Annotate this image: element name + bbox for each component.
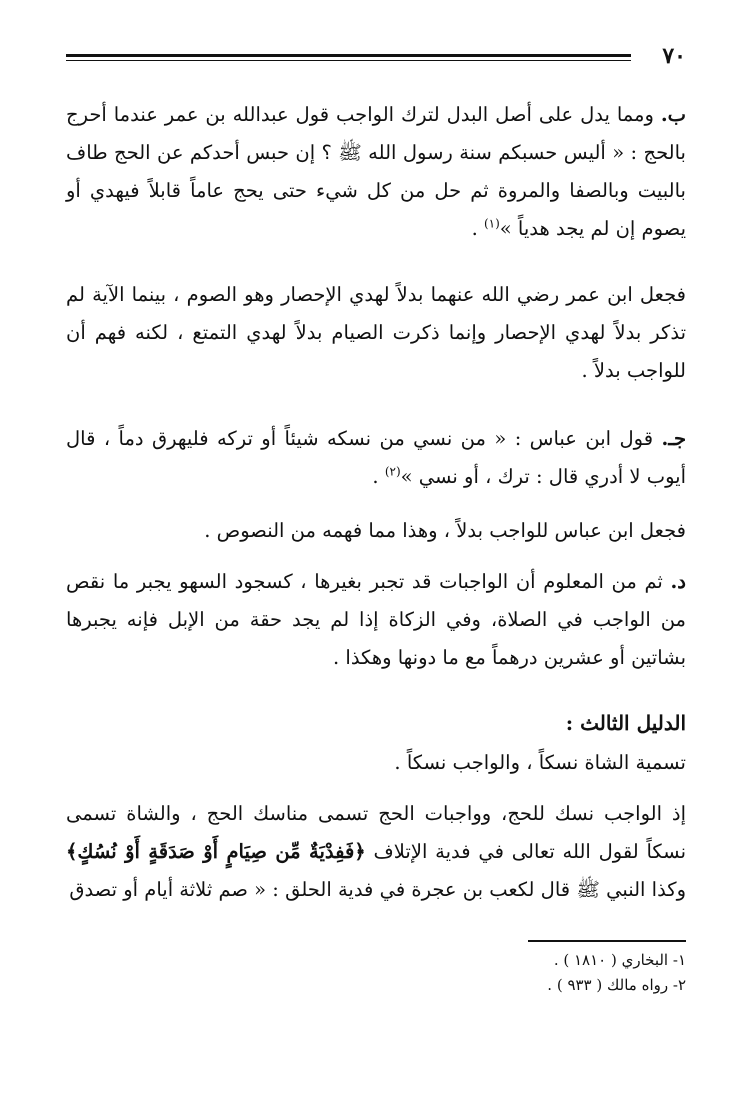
quran-verse: ﴿فَفِدْيَةٌ مِّن صِيَامٍ أَوْ صَدَقَةٍ أَوْ نُسُكٍ﴾ — [66, 840, 366, 863]
paragraph-marker: جـ. — [661, 427, 686, 450]
paragraph-marker: د. — [670, 570, 686, 593]
paragraph-marker: ب. — [660, 103, 686, 126]
footnote-ref: (١) — [483, 216, 500, 231]
paragraph-text: إذ الواجب نسك للحج، وواجبات الحج تسمى مناسك الحج ، والشاة تسمى نسكاً لقول الله تعالى في فدية الإتلاف — [66, 802, 686, 863]
paragraph-e1 — [66, 744, 686, 782]
paragraph-b2 — [66, 276, 686, 390]
paragraph-tail: وكذا النبي ﷺ قال لكعب بن عجرة في فدية الحلق : « صم ثلاثة أيام أو تصدق — [69, 878, 686, 901]
paragraph-end: . — [471, 217, 484, 240]
paragraph-e2 — [66, 795, 686, 909]
footnote-separator — [528, 940, 686, 942]
paragraph-text: ثم من المعلوم أن الواجبات قد تجبر بغيرها ، كسجود السهو يجبر ما نقص من الواجب في الصلاة، وفي الزكاة إذا لم يجد حقة من الإبل فإنه يجبرها بشاتين أو عشرين درهماً مع ما دونها وهكذا . — [66, 570, 686, 669]
paragraph-text: تسمية الشاة نسكاً ، والواجب نسكاً . — [394, 751, 686, 774]
paragraph-end: . — [372, 465, 385, 488]
paragraph-d — [66, 563, 686, 677]
footnote-ref: (٢) — [384, 464, 401, 479]
paragraph-text: فجعل ابن عباس للواجب بدلاً ، وهذا مما فهمه من النصوص . — [204, 519, 686, 542]
heading-third-evidence: الدليل الثالث : — [565, 711, 686, 735]
paragraph-text: ومما يدل على أصل البدل لترك الواجب قول عبدالله بن عمر عندما أحرج بالحج : « أليس حسبكم سنة رسول الله ﷺ ؟ إن حبس أحدكم عن الحج طاف بالبيت وبالصفا والمروة ثم حل من كل شيء حتى يحج عاماً قابلاً فيهدي أو يصوم إن لم يجد هدياً » — [66, 103, 686, 240]
paragraph-text: قول ابن عباس : « من نسي من نسكه شيئاً أو تركه فليهرق دماً ، قال أيوب لا أدري قال : ترك ، أو نسي » — [66, 427, 686, 488]
header-rule-thick — [66, 54, 631, 57]
page-number: ٧٠ — [662, 43, 686, 69]
section-heading — [66, 704, 686, 742]
footnotes — [66, 948, 686, 998]
paragraph-b — [66, 96, 686, 248]
header-rule-thin — [66, 60, 631, 61]
page-header — [66, 44, 686, 68]
paragraph-c2 — [66, 512, 686, 550]
footnote-item: ١- البخاري ( ١٨١٠ ) . — [553, 951, 686, 969]
paragraph-text: فجعل ابن عمر رضي الله عنهما بدلاً لهدي الإحصار وهو الصوم ، بينما الآية لم تذكر بدلاً لهدي الإحصار وإنما ذكرت الصيام بدلاً لهدي التمتع ، لكنه فهم أن للواجب بدلاً . — [66, 283, 686, 382]
paragraph-c — [66, 420, 686, 496]
footnote-item: ٢- رواه مالك ( ٩٣٣ ) . — [547, 976, 686, 994]
